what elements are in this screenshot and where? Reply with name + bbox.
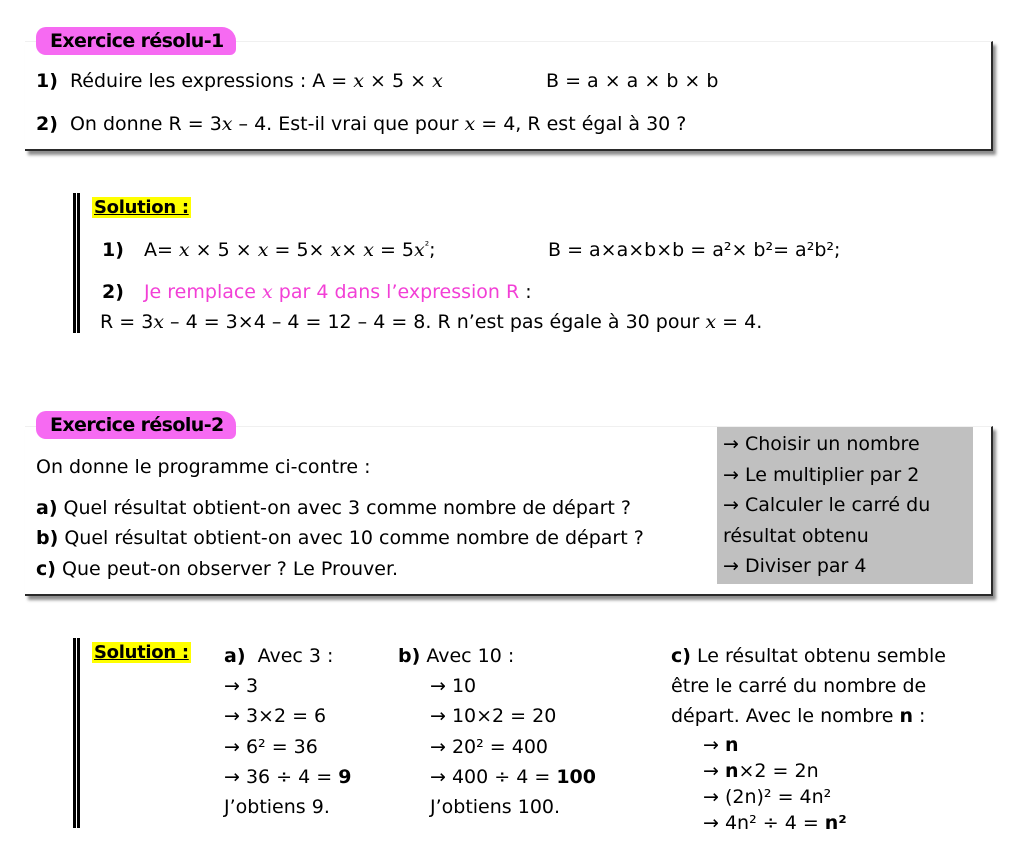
part-b-step (430, 762, 596, 792)
part-c-step (703, 758, 946, 784)
part-a-step: → 6² = 36 (224, 735, 318, 758)
math-text: R = 3 (100, 311, 154, 333)
question-text: On donne R = 3 (69, 113, 222, 135)
math-var: x (414, 239, 425, 261)
math-var: x (353, 70, 364, 92)
part-label: c) (671, 645, 691, 667)
solution-2-part-c (671, 641, 946, 836)
program-box (717, 427, 973, 584)
math-var: x (705, 311, 717, 333)
math-var: x (464, 113, 476, 135)
part-a-step: → 3×2 = 6 (224, 705, 327, 728)
question-label: b) (36, 527, 59, 549)
exercise-2-question-c (36, 558, 398, 580)
part-b-step: → 20² = 400 (430, 735, 549, 758)
math-text: – 4 = 3×4 – 4 = 12 – 4 = 8. R n’est pas égale à 30 pour (164, 311, 706, 333)
solution-2-label: Solution : (94, 642, 189, 663)
question-text: – 4. Est-il vrai que pour (232, 113, 465, 135)
part-c-text: être le carré du nombre de (671, 675, 927, 698)
math-var: x (178, 239, 190, 261)
solution-1-label: Solution : (94, 197, 189, 218)
exercise-2-question-b (36, 527, 644, 549)
math-var: x (257, 239, 269, 261)
result-value: 9 (338, 765, 352, 788)
exercise-1-expression-b: B = a × a × b × b (546, 70, 719, 92)
program-step: → Choisir un nombre (723, 433, 920, 455)
math-text: ; (429, 239, 436, 261)
math-op: × 5 × (363, 70, 433, 92)
part-label: b) (398, 645, 421, 667)
part-text: départ. Avec le nombre (671, 705, 900, 728)
step-text: → (703, 733, 725, 756)
part-a-conclusion: J’obtiens 9. (224, 796, 330, 819)
math-var: x (221, 113, 233, 135)
math-text: = 5 (373, 239, 414, 261)
math-var: x (363, 239, 374, 261)
part-c-step (703, 732, 946, 758)
part-a-step (224, 762, 351, 792)
part-text: Le résultat obtenu semble (697, 645, 946, 667)
math-var: x (330, 239, 342, 261)
step-text: ×2 = 2n (738, 759, 819, 782)
program-step: → Calculer le carré du (723, 494, 931, 516)
question-number: 2) (36, 113, 58, 135)
part-a-heading (224, 641, 351, 671)
math-text: × (341, 239, 364, 261)
question-text: Que peut-on observer ? Le Prouver. (55, 558, 399, 580)
step-text: → (2n)² = 4n² (703, 785, 832, 808)
step-bold: n (724, 733, 739, 756)
solution-2-margin-bar (73, 638, 80, 828)
highlighted-text: Je remplace (143, 281, 263, 303)
part-heading-text: Avec 3 : (245, 645, 334, 667)
solution-1-margin-bar (73, 193, 80, 333)
math-text: A= (143, 239, 179, 261)
part-c-step (703, 810, 946, 836)
solution-1-line-3 (100, 311, 762, 333)
step-bold: n² (824, 811, 847, 834)
question-text: Réduire les expressions : A = (69, 70, 354, 92)
math-text: : (519, 281, 532, 303)
math-var: x (153, 311, 165, 333)
part-b-step: → 10 (430, 675, 477, 698)
step-number: 2) (102, 281, 124, 303)
part-a-step: → 3 (224, 675, 259, 698)
math-var: x (432, 70, 443, 92)
part-b-step: → 10×2 = 20 (430, 705, 557, 728)
math-text: = 4. (716, 311, 763, 333)
exercise-1-question-1 (36, 70, 443, 92)
solution-2-part-a (224, 641, 351, 822)
part-b-heading (398, 641, 596, 671)
step-number: 1) (102, 239, 124, 261)
highlighted-text: par 4 dans l’expression R (272, 281, 520, 303)
solution-1-line-2 (102, 281, 532, 303)
part-c-step (703, 784, 946, 810)
question-label: a) (36, 497, 58, 519)
solution-1-line-1 (102, 239, 436, 261)
variable-n: n (899, 705, 913, 728)
part-heading-text: Avec 10 : (420, 645, 515, 667)
program-step: → Le multiplier par 2 (723, 463, 920, 486)
step-text: → 4n² ÷ 4 = (703, 811, 825, 834)
step-text: → 36 ÷ 4 = (224, 765, 339, 788)
exercise-2-question-a (36, 497, 631, 519)
math-var: x (262, 281, 273, 303)
part-b-conclusion: J’obtiens 100. (430, 796, 561, 819)
math-text: = 5× (268, 239, 331, 261)
solution-1-expression-b: B = a×a×b×b = a²× b²= a²b²; (548, 239, 841, 261)
exercise-2-title: Exercice résolu-2 (36, 411, 236, 439)
exercise-1-question-2 (36, 113, 686, 135)
question-text: Quel résultat obtient-on avec 3 comme nombre de départ ? (57, 497, 631, 519)
math-text: × 5 × (189, 239, 258, 261)
exercise-1-title: Exercice résolu-1 (36, 27, 236, 55)
program-step: résultat obtenu (723, 524, 869, 547)
question-text: Quel résultat obtient-on avec 10 comme nombre de départ ? (58, 527, 644, 549)
step-text: → 400 ÷ 4 = (430, 765, 557, 788)
question-label: c) (36, 558, 56, 580)
step-text: → (703, 759, 725, 782)
question-text: = 4, R est égal à 30 ? (475, 113, 687, 135)
part-text: : (913, 705, 926, 728)
program-step: → Diviser par 4 (723, 555, 867, 577)
part-c-text (671, 641, 946, 671)
question-number: 1) (36, 70, 58, 92)
part-c-text (671, 701, 946, 731)
exponent: ² (424, 239, 430, 252)
part-label: a) (224, 645, 246, 667)
solution-2-part-b (398, 641, 596, 822)
exercise-2-intro: On donne le programme ci-contre : (36, 456, 371, 478)
result-value: 100 (556, 765, 596, 788)
step-bold: n (724, 759, 739, 782)
